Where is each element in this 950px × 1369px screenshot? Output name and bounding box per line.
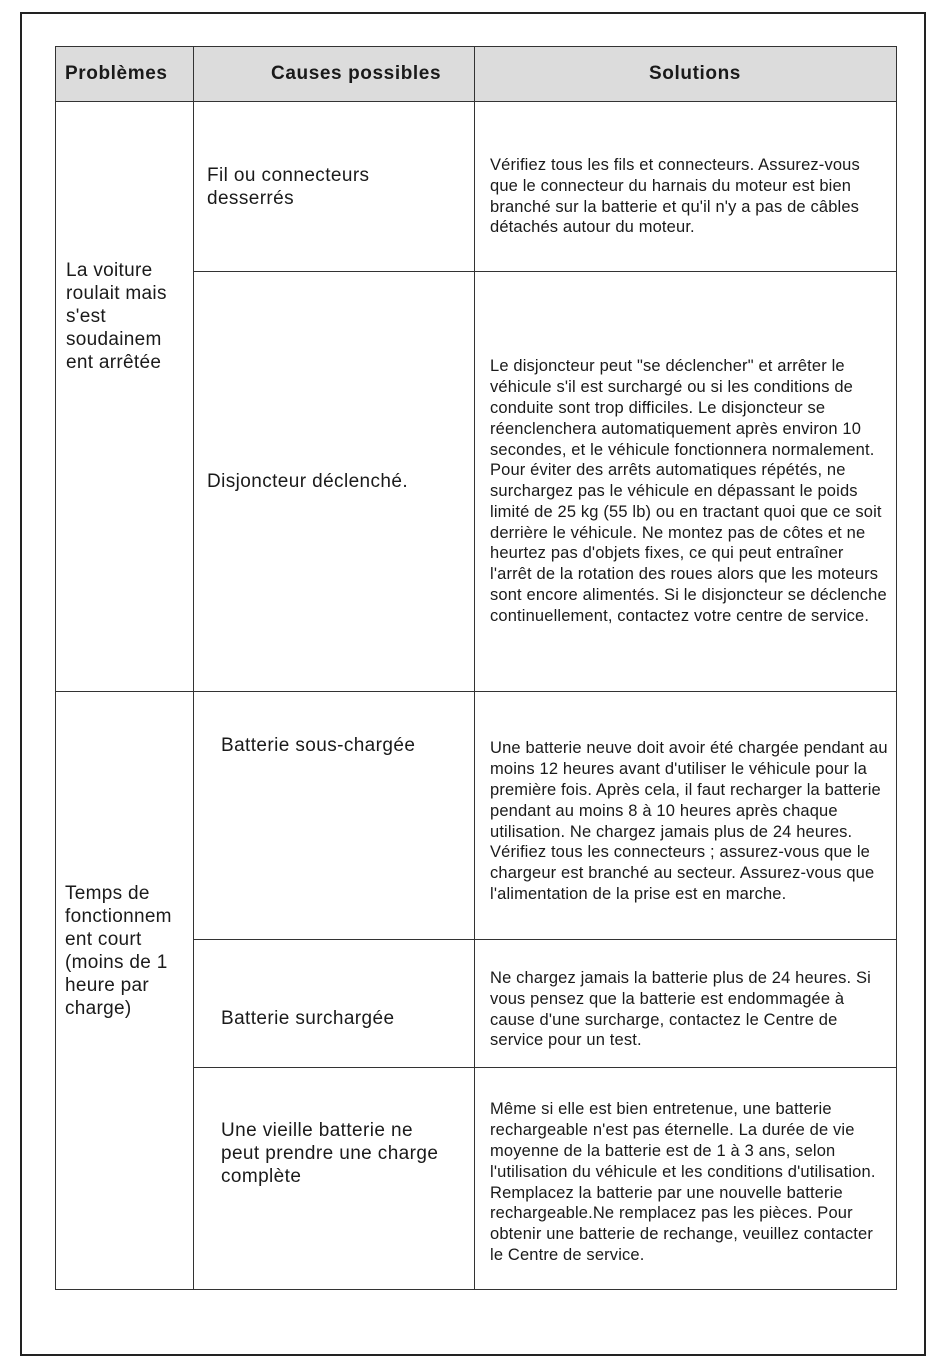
solution-text: Vérifiez tous les fils et connecteurs. Assurez-vous que le connecteur du harnais du moteur est bien branché sur la batterie et qu'il n'y a pas de câbles détachés autour du moteur. (490, 155, 860, 237)
cause-cell: Fil ou connecteurs desserrés (194, 102, 475, 272)
header-solutions: Solutions (475, 47, 897, 102)
solution-cell (475, 940, 897, 1068)
solution-text: Une batterie neuve doit avoir été chargée pendant au moins 12 heures avant d'utiliser le véhicule pour la première fois. Après cela, il faut recharger la batterie pendant au moins 8 à 10 heures après chaque utilisation. Ne chargez jamais plus de 24 heures. Vérifiez tous les connecteurs ; assurez-vous que le chargeur est branché au secteur. Assurez-vous que l'alimentation de la prise est en marche. (490, 739, 888, 903)
cause-cell: Batterie sous-chargée (194, 692, 475, 940)
table-header-row (56, 47, 897, 102)
solution-cell (475, 1068, 897, 1290)
header-problems: Problèmes (56, 47, 194, 102)
solution-cell (475, 102, 897, 272)
solution-cell (475, 692, 897, 940)
cause-cell: Batterie surchargée (194, 940, 475, 1068)
solution-cell (475, 272, 897, 692)
cause-cell: Disjoncteur déclenché. (194, 272, 475, 692)
troubleshooting-table (55, 46, 897, 1290)
cause-cell: Une vieille batterie ne peut prendre une charge complète (194, 1068, 475, 1290)
solution-text: Le disjoncteur peut "se déclencher" et arrêter le véhicule s'il est surchargé ou si les conditions de conduite sont trop difficiles. Le disjoncteur se réenclenchera automatiquement après environ 10 secondes, et le véhicule fonctionnera normalement. Pour éviter des arrêts automatiques répétés, ne surchargez pas le véhicule en dépassant le poids limité de 25 kg (55 lb) ou en tractant quoi que ce soit derrière le véhicule. Ne montez pas de côtes et ne heurtez pas d'objets fixes, ce qui peut entraîner l'arrêt de la rotation des roues alors que les moteurs sont encore alimentés. Si le disjoncteur se déclenche continuellement, contactez votre centre de service. (490, 357, 887, 625)
problem-cell: La voiture roulait mais s'est soudainem ent arrêtée (56, 102, 194, 692)
table-row (56, 102, 897, 272)
header-causes: Causes possibles (194, 47, 475, 102)
solution-text: Même si elle est bien entretenue, une batterie rechargeable n'est pas éternelle. La durée de vie moyenne de la batterie est de 1 à 3 ans, selon l'utilisation du véhicule et les conditions d'utilisation. Remplacez la batterie par une nouvelle batterie rechargeable.Ne remplacez pas les pièces. Pour obtenir une batterie de rechange, veuillez contacter le Centre de service. (490, 1100, 876, 1264)
solution-text: Ne chargez jamais la batterie plus de 24 heures. Si vous pensez que la batterie est endommagée à cause d'une surcharge, contactez le Centre de service pour un test. (490, 968, 871, 1050)
table-row (56, 692, 897, 940)
problem-cell: Temps de fonctionnem ent court (moins de 1 heure par charge) (56, 692, 194, 1290)
